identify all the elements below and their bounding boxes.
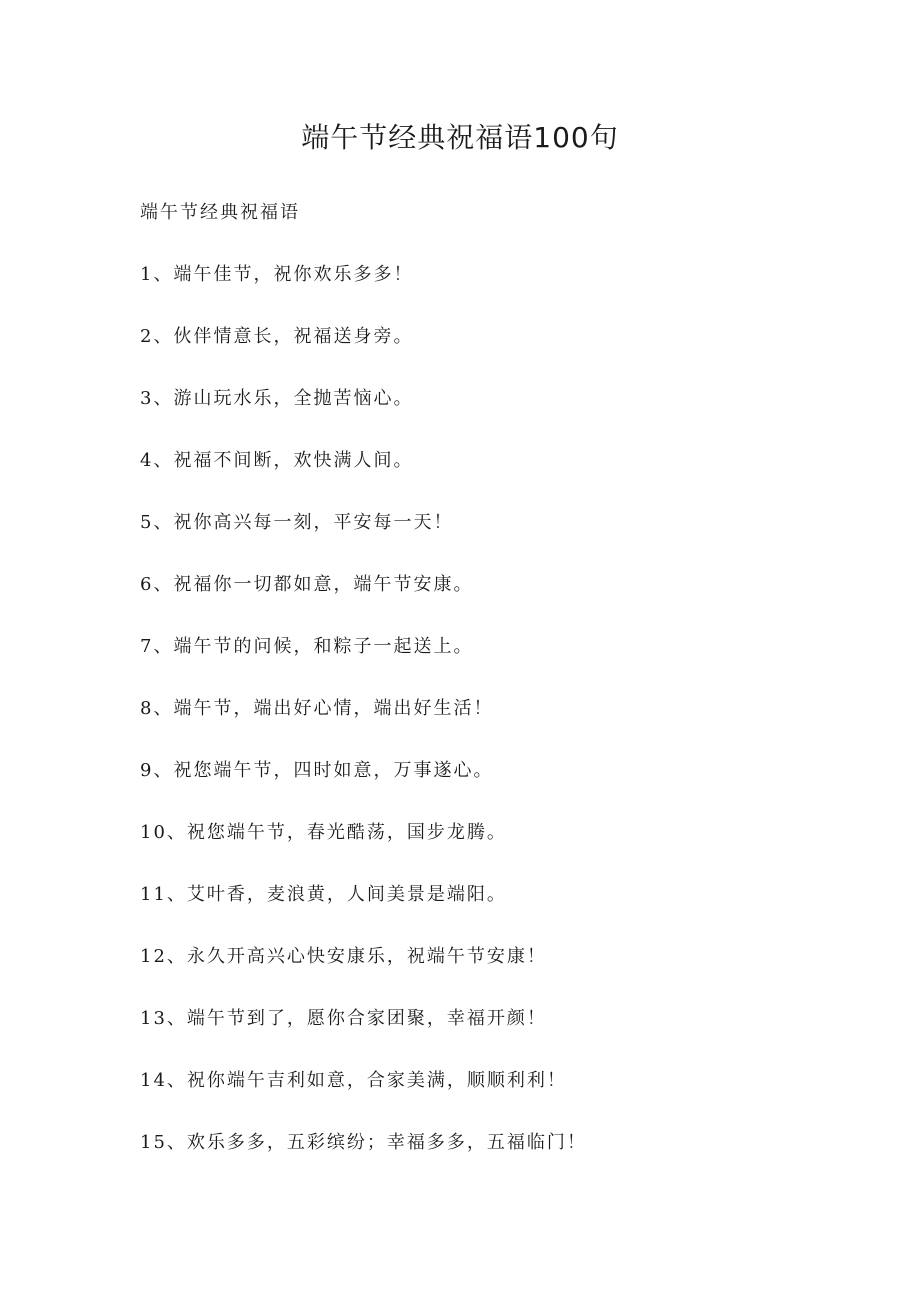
list-item: 4、祝福不间断，欢快满人间。: [140, 450, 414, 471]
blessing-list: [140, 258, 880, 1188]
list-item: 13、端午节到了，愿你合家团聚，幸福开颜！: [140, 1008, 547, 1029]
list-item: 7、端午节的问候，和粽子一起送上。: [140, 636, 474, 657]
list-item: 11、艾叶香，麦浪黄，人间美景是端阳。: [140, 884, 507, 905]
section-subheading: 端午节经典祝福语: [140, 202, 300, 223]
page-title: 端午节经典祝福语100句: [301, 121, 619, 154]
list-item: 12、永久开高兴心快安康乐，祝端午节安康！: [140, 946, 547, 967]
list-item: 9、祝您端午节，四时如意，万事遂心。: [140, 760, 494, 781]
document-body: [140, 196, 880, 1188]
list-item: 1、端午佳节，祝你欢乐多多！: [140, 264, 414, 285]
list-item: 2、伙伴情意长，祝福送身旁。: [140, 326, 414, 347]
list-item: 6、祝福你一切都如意，端午节安康。: [140, 574, 474, 595]
list-item: 3、游山玩水乐，全抛苦恼心。: [140, 388, 414, 409]
list-item: 8、端午节，端出好心情，端出好生活！: [140, 698, 494, 719]
list-item: 15、欢乐多多，五彩缤纷；幸福多多，五福临门！: [140, 1132, 587, 1153]
list-item: 14、祝你端午吉利如意，合家美满，顺顺利利！: [140, 1070, 567, 1091]
list-item: 10、祝您端午节，春光酷荡，国步龙腾。: [140, 822, 507, 843]
list-item: 5、祝你高兴每一刻，平安每一天！: [140, 512, 454, 533]
